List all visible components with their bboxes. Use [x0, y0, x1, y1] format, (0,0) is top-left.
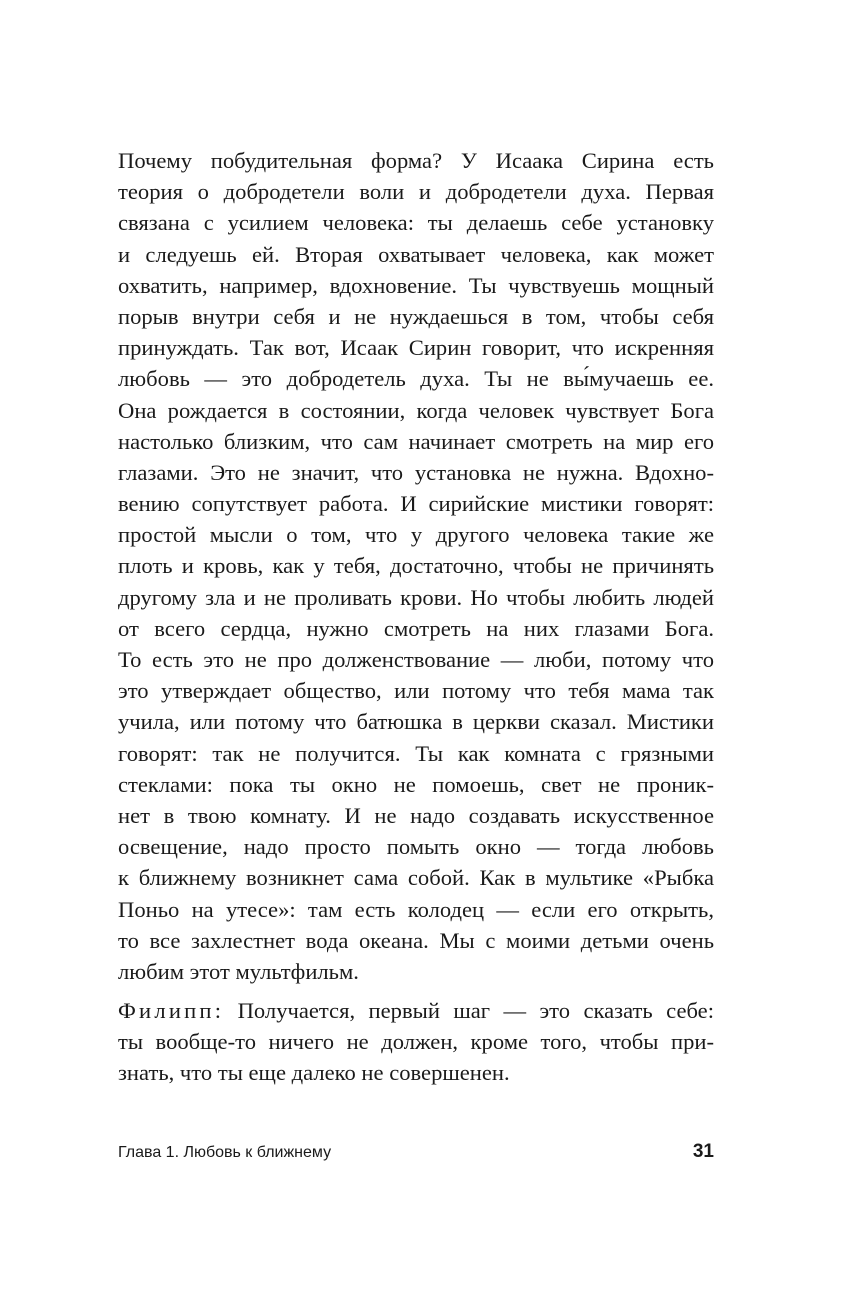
- text-line: другому зла и не проливать крови. Но чтобы любить людей: [118, 584, 714, 610]
- text-line: теория о добродетели воли и добродетели духа. Первая: [118, 179, 714, 205]
- speaker-name: Филипп:: [118, 998, 225, 1023]
- dialogue-paragraph: [118, 995, 714, 1089]
- dialogue-first-line: [118, 995, 714, 1026]
- text-line: связана с усилием человека: ты делаешь себе установку: [118, 210, 714, 236]
- text-line: и следуешь ей. Вторая охватывает человека, как может: [118, 241, 714, 267]
- text-line: ты вообще-то ничего не должен, кроме того, чтобы при-: [118, 1029, 714, 1055]
- text-line: настолько близким, что сам начинает смотреть на мир его: [118, 428, 714, 454]
- text-line: вению сопутствует работа. И сирийские мистики говорят:: [118, 491, 714, 517]
- running-head: Глава 1. Любовь к ближнему: [118, 1144, 332, 1161]
- text-line: охватить, например, вдохновение. Ты чувствуешь мощный: [118, 272, 714, 298]
- page-number: 31: [692, 1141, 714, 1162]
- text-line: к ближнему возникнет сама собой. Как в мультике «Рыбка: [118, 865, 714, 891]
- text-line: порыв внутри себя и не нуждаешься в том, чтобы себя: [118, 303, 714, 329]
- text-line: освещение, надо просто помыть окно — тогда любовь: [118, 834, 714, 860]
- page-footer: [118, 1140, 714, 1164]
- text-line: от всего сердца, нужно смотреть на них глазами Бога.: [118, 615, 714, 641]
- text-line: любим этот мультфильм.: [118, 958, 359, 984]
- text-line: То есть это не про долженствование — люби, потому что: [118, 647, 714, 672]
- text-line: принуждать. Так вот, Исаак Сирин говорит, что искренняя: [118, 335, 714, 361]
- text-line: то все захлестнет вода океана. Мы с моими детьми очень: [118, 927, 714, 953]
- text-line: стеклами: пока ты окно не помоешь, свет не проник-: [118, 771, 714, 797]
- text-line: плоть и кровь, как у тебя, достаточно, чтобы не причинять: [118, 553, 714, 579]
- text-line: любовь — это добродетель духа. Ты не вы́мучаешь ее.: [118, 366, 714, 392]
- text-line: учила, или потому что батюшка в церкви сказал. Мистики: [118, 709, 714, 735]
- text-line: Поньо на утесе»: там есть колодец — если его открыть,: [118, 896, 714, 922]
- text-line: глазами. Это не значит, что установка не нужна. Вдохно-: [118, 459, 714, 485]
- text-line: Почему побудительная форма? У Исаака Сирина есть: [118, 148, 714, 173]
- text-line: простой мысли о том, что у другого человека такие же: [118, 522, 714, 548]
- text-line: говорят: так не получится. Ты как комната с грязными: [118, 740, 714, 766]
- body-paragraph: [118, 145, 714, 987]
- text-line: знать, что ты еще далеко не совершенен.: [118, 1060, 510, 1086]
- text-line: Она рождается в состоянии, когда человек чувствует Бога: [118, 397, 714, 423]
- text-line: это утверждает общество, или потому что тебя мама так: [118, 678, 714, 704]
- text-line: нет в твою комнату. И не надо создавать искусственное: [118, 802, 714, 828]
- dialogue-text: Получается, первый шаг — это сказать себе:: [224, 998, 714, 1023]
